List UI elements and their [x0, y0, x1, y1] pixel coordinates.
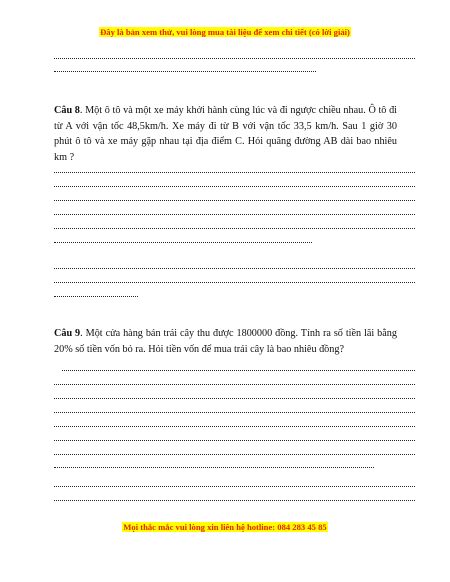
answer-line: [54, 398, 415, 399]
answer-line: [54, 228, 415, 229]
answer-line: [54, 268, 415, 269]
answer-line: [54, 186, 415, 187]
answer-line: [54, 454, 415, 455]
hotline-banner: [0, 522, 450, 532]
answer-line: [54, 412, 415, 413]
question-9-text: . Một cửa hàng bán trái cây thu được 1800000 đồng. Tính ra số tiền lãi bằng 20% số tiền vốn bỏ ra. Hỏi tiền vốn để mua trái cây là bao nhiêu đồng?: [54, 328, 397, 355]
answer-line: [62, 370, 415, 371]
answer-line: [54, 296, 138, 297]
answer-line: [54, 500, 415, 501]
answer-line: [54, 58, 415, 59]
preview-notice-banner: [0, 27, 450, 37]
question-9: [54, 326, 397, 357]
answer-line: [54, 282, 415, 283]
question-9-number: Câu 9: [54, 328, 81, 339]
question-8-text: . Một ô tô và một xe máy khởi hành cùng lúc và đi ngược chiều nhau. Ô tô đi từ A với vận tốc 48,5km/h. Xe máy đi từ B với vận tốc 33,5 km/h. Sau 1 giờ 30 phút ô tô và xe máy gặp nhau tại địa điểm C. Hỏi quãng đường AB dài bao nhiêu km ?: [54, 105, 397, 163]
answer-line: [54, 214, 415, 215]
answer-line: [54, 467, 374, 468]
question-8-number: Câu 8: [54, 105, 80, 116]
answer-line: [54, 440, 415, 441]
answer-line: [54, 200, 415, 201]
question-8: [54, 103, 397, 165]
preview-notice-text: Đây là bản xem thử, vui lòng mua tài liệu để xem chi tiết (có lời giải): [100, 27, 350, 37]
hotline-text: Mọi thắc mắc vui lòng xin liên hệ hotline: 084 283 45 85: [123, 522, 327, 532]
answer-line: [54, 384, 415, 385]
answer-line: [54, 426, 415, 427]
answer-line: [54, 242, 312, 243]
answer-line: [54, 71, 316, 72]
answer-line: [54, 486, 415, 487]
answer-line: [54, 172, 415, 173]
